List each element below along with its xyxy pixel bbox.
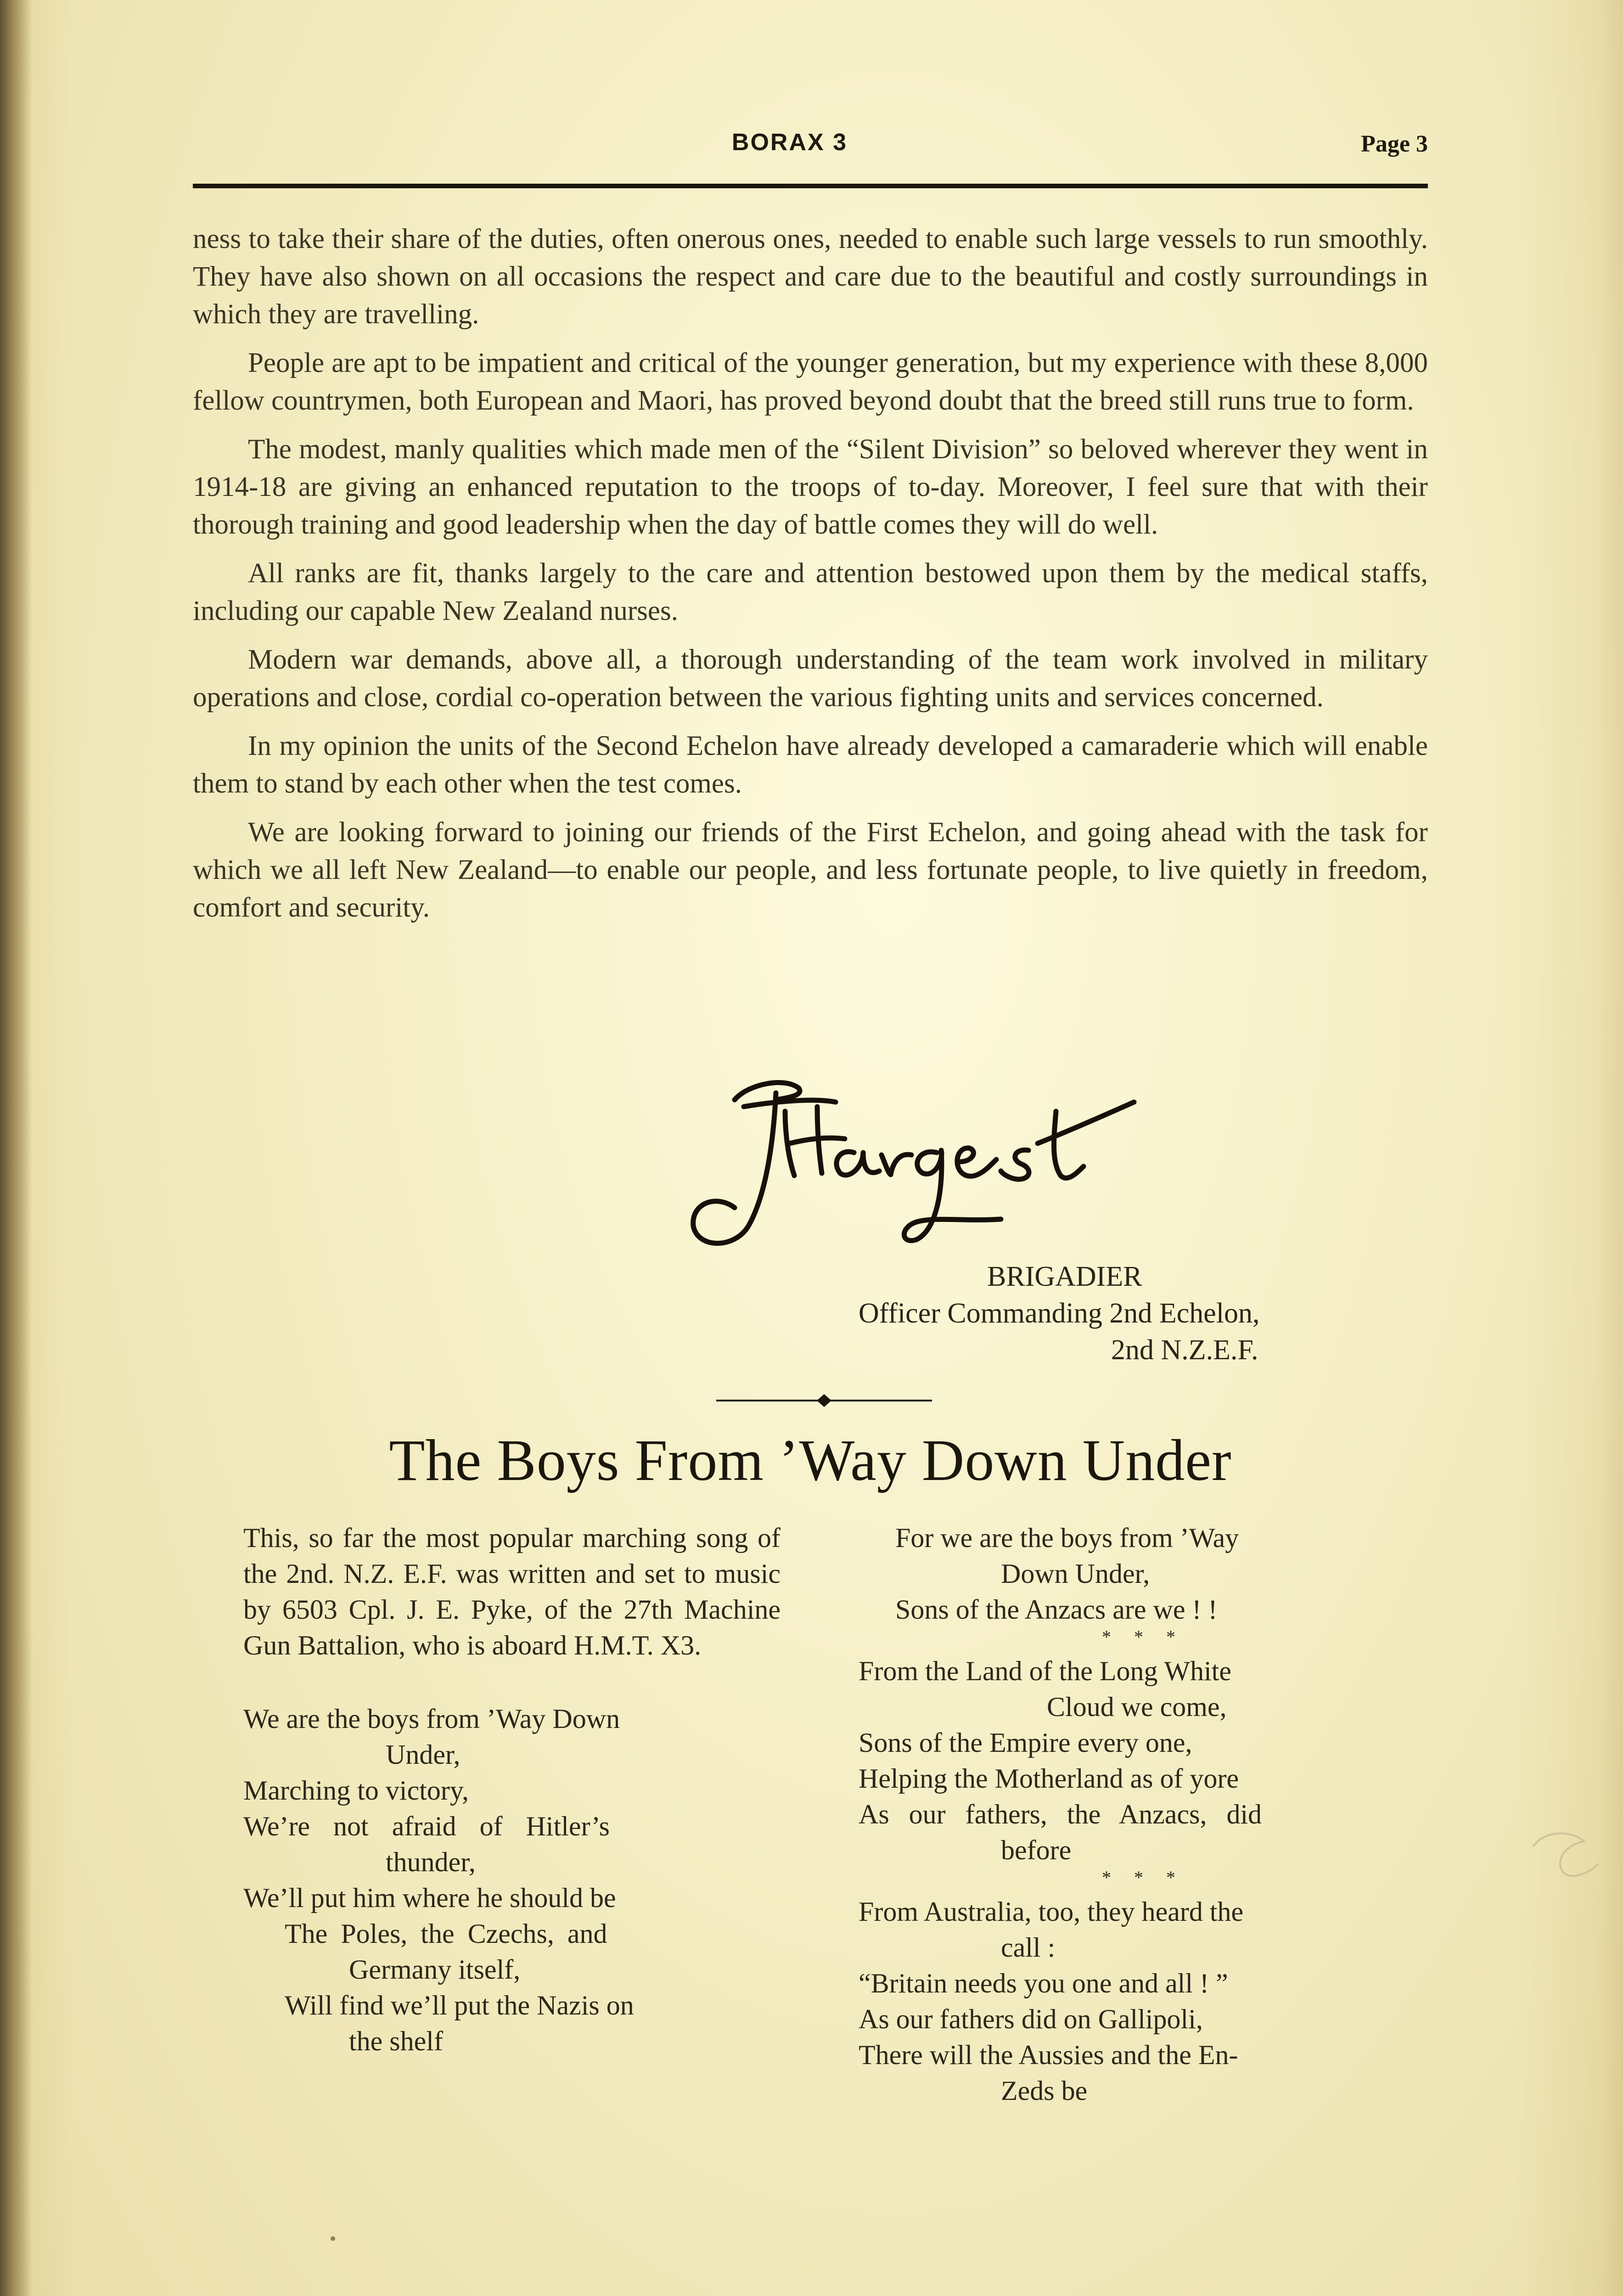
verse-line: We’re not afraid of Hitler’s [243,1811,610,1841]
verse-line: As our fathers, the Anzacs, did [859,1799,1262,1829]
verse-line: thunder, [386,1847,476,1877]
verse-line: The Poles, the Czechs, and [285,1919,607,1949]
letter-paragraph: ness to take their share of the duties, often onerous ones, needed to enable such large vessels to run smoothly. They have also shown on all occasions the respect and care due to the beautiful and costly surroundings in which they are travelling. [193,224,1428,330]
letter-paragraph: The modest, manly qualities which made men of the “Silent Division” so beloved wherever they went in 1914-18 are giving an enhanced reputation to the troops of to-day. Moreover, I feel sure that with their thorough training and good leadership when the day of battle comes they will do well. [193,434,1428,540]
verse-line: Germany itself, [349,1954,521,1985]
verse-line: “Britain needs you one and all ! ” [859,1968,1228,1998]
verse-line: the shelf [349,2026,443,2056]
verse-line: Cloud we come, [1047,1692,1227,1722]
verse-line: From Australia, too, they heard the [859,1896,1244,1927]
stanza-separator: * * * [1102,1867,1185,1888]
verse-line: Helping the Motherland as of yore [859,1763,1239,1794]
song-left-column [243,1520,781,2059]
verse-line: We’ll put him where he should be [243,1883,616,1913]
verse-line: Under, [386,1739,461,1770]
signer-rank: BRIGADIER [987,1261,1142,1292]
verse-line: There will the Aussies and the En- [859,2040,1238,2070]
handwritten-signature [680,1056,1230,1263]
letter-paragraph: In my opinion the units of the Second Echelon have already developed a camaraderie which will enable them to stand by each other when the test comes. [193,731,1428,799]
header-rule [193,184,1428,188]
verse-line: Zeds be [1001,2076,1088,2106]
song-right-column [859,1520,1428,2109]
verse-line: Marching to victory, [243,1775,469,1806]
song-title: The Boys From ’Way Down Under [389,1428,1232,1493]
verse-line: Sons of the Anzacs are we ! ! [895,1594,1218,1625]
verse-line: For we are the boys from ’Way [895,1523,1239,1553]
verse-line: From the Land of the Long White [859,1656,1232,1686]
page-spine-shadow [0,0,32,2296]
signature-drawing [680,1056,1230,1263]
letter-paragraph: People are apt to be impatient and critical of the younger generation, but my experience with these 8,000 fellow countrymen, both European and Maori, has proved beyond doubt that the breed still runs true to form. [193,348,1428,416]
letter-body [193,220,1428,938]
section-divider [716,1391,932,1410]
verse-line: We are the boys from ’Way Down [243,1704,620,1734]
verse-line: As our fathers did on Gallipoli, [859,2004,1203,2034]
verse-line: call : [1001,1932,1056,1963]
letter-paragraph: Modern war demands, above all, a thorough understanding of the team work involved in military operations and close, cordial co-operation between the various fighting units and services concerned. [193,644,1428,713]
signer-role: Officer Commanding 2nd Echelon, [859,1298,1260,1329]
verse-line: Will find we’ll put the Nazis on [285,1990,634,2020]
letter-paragraph: All ranks are fit, thanks largely to the care and attention bestowed upon them by the medical staffs, including our capable New Zealand nurses. [193,558,1428,626]
publication-title: BORAX 3 [731,129,848,156]
verse-line: Sons of the Empire every one, [859,1728,1192,1758]
stanza-separator: * * * [1102,1626,1185,1647]
page-header [193,124,1428,161]
divider-ornament [716,1391,932,1410]
paper-speck [331,2236,335,2241]
song-intro: This, so far the most popular marching song of the 2nd. N.Z. E.F. was written and set to music by 6503 Cpl. J. E. Pyke, of the 27th Machine Gun Battalion, who is aboard H.M.T. X3. [243,1523,781,1660]
pencil-mark [1529,1818,1602,1892]
verse-line: before [1001,1835,1072,1865]
letter-paragraph: We are looking forward to joining our friends of the First Echelon, and going ahead with the task for which we all left New Zealand—to enable our people, and less fortunate people, to live quietly in freedom, comfort and security. [193,817,1428,923]
verse-line: Down Under, [1001,1559,1150,1589]
page-number: Page 3 [1361,131,1428,157]
signer-unit: 2nd N.Z.E.F. [1111,1334,1258,1366]
pencil-scribble [1529,1818,1602,1892]
